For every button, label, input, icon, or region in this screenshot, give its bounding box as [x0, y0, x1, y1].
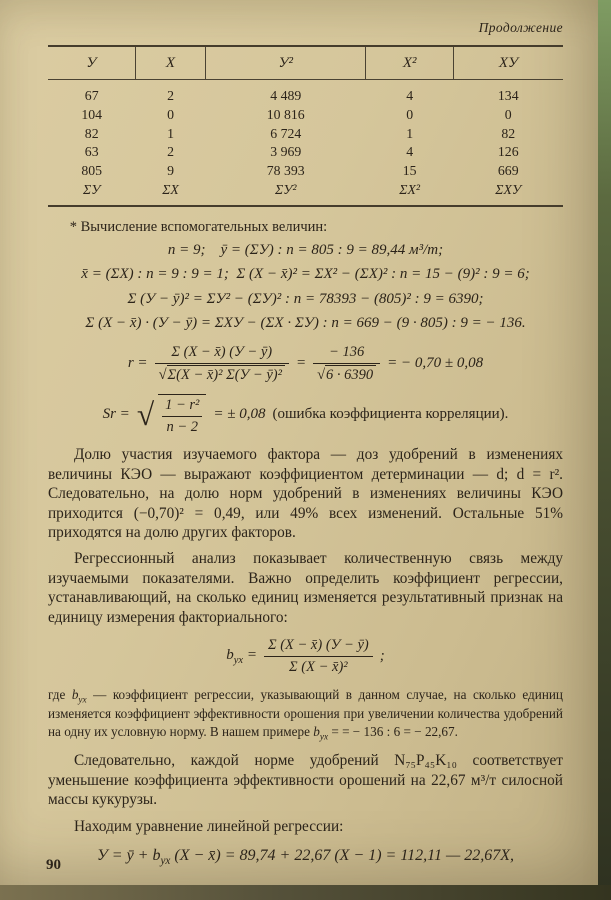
- r-lhs: r =: [127, 355, 148, 372]
- byx-variable: $b_{yx}$: [313, 723, 329, 742]
- table-cell: 10 816: [266, 106, 305, 122]
- formula-sum-y: Σ (У − ȳ)² = ΣУ² − (ΣУ)² : n = 78393 − (805)² : 9 = 6390;: [127, 290, 484, 307]
- formula-sr-error: [48, 394, 563, 437]
- byx-lhs: $b_{yx}$ =: [226, 646, 257, 666]
- formula-xbar: x̄ = (ΣX) : n = 9 : 9 = 1; Σ (X − x̄)² = ΣX² − (ΣX)² : n = 15 − (9)² : 9 = 6;: [81, 266, 530, 283]
- column-header-x2: X²: [366, 46, 454, 80]
- table-header-row: [48, 46, 563, 80]
- paragraph-linear-regression: Находим уравнение линейной регрессии:: [74, 817, 344, 835]
- table-cell: 134: [497, 88, 519, 103]
- formula-correlation-r: [48, 343, 563, 385]
- regression-equation: У = ȳ + $b_{yx}$ (X − x̄) = 89,74 + 22,67 (X − 1) = 112,11 — 22,67X,: [97, 846, 514, 868]
- sr-fraction: $\frac{\text{1 − r²}}{n - 2}$: [158, 394, 206, 437]
- table-cell: 126: [497, 144, 519, 160]
- table-cell: 1: [167, 125, 174, 141]
- radical-icon: √: [136, 397, 155, 433]
- table-cell: 3 969: [270, 144, 302, 160]
- table-cell: 805: [81, 163, 103, 179]
- radical-icon: √: [158, 366, 167, 383]
- table-cell: 4 489: [270, 88, 302, 103]
- paragraph-regression-intro: Регрессионный анализ показывает количественную связь между изучаемыми показателями. Важно определить коэффициент регрессии, устанавливающий, на сколько единиц изменяется результативный признак на единицу измерения факториального:: [48, 550, 563, 626]
- table-row: [48, 80, 563, 106]
- column-header-xy: ХУ: [454, 46, 563, 80]
- regression-coefficient-note: где $b_{yx}$ — коэффициент регрессии, указывающий в данном случае, на сколько единиц изменяется коэффициент эффективности орошения при увеличении количества удобрений на одну их условную норму. В нашем примере $b_{yx}$ = = − 136 : 6 = − 22,67.: [48, 686, 563, 742]
- paragraph-determination: Долю участия изучаемого фактора — доз удобрений в изменениях величины КЭО — выражают коэффициентом детерминации — d; d = r². Следовательно, на долю норм удобрений в изменениях величины КЭО приходится (−0,70)² = 0,49, или 49% всех изменений. Остальные 51% приходятся на долю других факторов.: [48, 446, 563, 542]
- equation-subscript: yx: [160, 855, 171, 868]
- table-cell: 2: [167, 88, 174, 103]
- table-cell: ΣX: [162, 182, 179, 198]
- table-cell: 0: [167, 106, 174, 122]
- table-cell: 78 393: [266, 163, 305, 179]
- table-cell: 82: [501, 125, 516, 141]
- semicolon: ;: [379, 647, 385, 664]
- continuation-label: Продолжение: [478, 20, 563, 35]
- column-header-x: X: [135, 46, 205, 80]
- table-cell: 4: [406, 144, 414, 160]
- table-cell: ΣХУ: [495, 182, 522, 198]
- sr-result: = ± 0,08: [213, 406, 266, 423]
- table-row-totals: [48, 162, 563, 181]
- r-fraction-numeric: $\frac{- 136}{√6 \cdot 6390}$: [313, 343, 380, 385]
- formula-ybar: n = 9; ȳ = (ΣУ) : n = 805 : 9 = 89,44 м³/т;: [167, 241, 444, 258]
- radical-icon: √: [317, 366, 326, 383]
- table-cell: ΣУ: [82, 182, 101, 198]
- table-cell: ΣУ²: [274, 182, 297, 198]
- paragraph-conclusion: Следовательно, каждой норме удобрений N₇₅P₄₅K₁₀ соответствует уменьшение коэффициента эффективности орошений на 22,67 м³/т силосной массы кукурузы.: [48, 752, 563, 809]
- table-cell: 0: [504, 106, 512, 122]
- r-result: = − 0,70 ± 0,08: [387, 355, 484, 372]
- byx-variable: $b_{yx}$: [71, 686, 87, 705]
- table-cell: 6 724: [270, 125, 302, 141]
- table-cell: 2: [167, 144, 174, 160]
- formula-byx: [48, 636, 563, 677]
- sr-lhs: Sr =: [102, 406, 130, 423]
- equals-sign: =: [295, 355, 307, 372]
- table-row: [48, 143, 563, 162]
- page-number: 90: [46, 857, 61, 873]
- byx-subscript: yx: [233, 654, 244, 666]
- table-cell: 15: [402, 163, 417, 179]
- table-cell: 1: [406, 125, 414, 141]
- formula-sum-xy: Σ (X − x̄) · (У − ȳ) = ΣХУ − (ΣХ · ΣУ) : n = 669 − (9 · 805) : 9 = − 136.: [85, 315, 526, 332]
- table-cell: 0: [406, 106, 414, 122]
- table-cell: 9: [167, 163, 174, 179]
- table-cell: 63: [84, 144, 99, 160]
- column-header-y2: У²: [206, 46, 366, 80]
- table-cell: 4: [406, 88, 414, 103]
- statistics-table: [48, 45, 563, 207]
- table-cell: 669: [497, 163, 519, 179]
- table-cell: 104: [81, 106, 103, 122]
- page-edge-bottom: [0, 885, 611, 900]
- table-cell: 82: [84, 125, 99, 141]
- table-cell: ΣX²: [399, 182, 421, 198]
- r-fraction-symbolic: $\frac{\Sigma (X - x̄) (У - ȳ)}{\text{√Σ(X − x̄)² Σ(У − ȳ)²}}$: [155, 343, 289, 385]
- table-row: [48, 106, 563, 125]
- sr-note: (ошибка коэффициента корреляции).: [272, 406, 509, 423]
- aux-title: * Вычисление вспомогательных величин:: [69, 218, 328, 235]
- column-header-y: У: [48, 46, 135, 80]
- table-cell: 67: [84, 88, 99, 103]
- table-row: [48, 125, 563, 144]
- byx-fraction: $\frac{\Sigma (X - x̄) (У - ȳ)}{\text{Σ (X − x̄)²}}$: [264, 636, 373, 677]
- table-row-sigma-labels: [48, 181, 563, 206]
